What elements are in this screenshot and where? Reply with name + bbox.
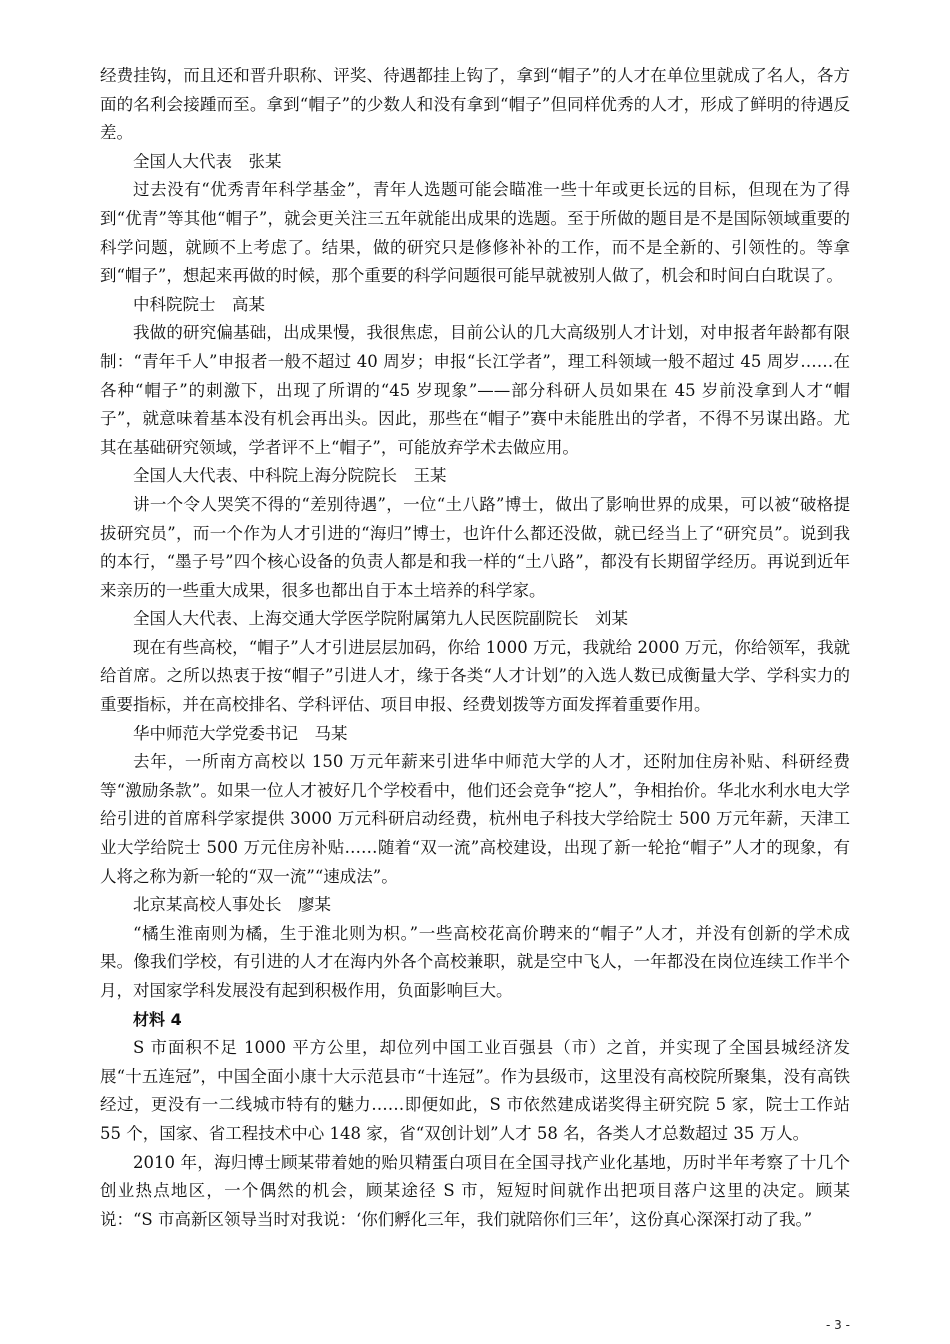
quote-paragraph: 讲一个令人哭笑不得的“差别待遇”，一位“土八路”博士，做出了影响世界的成果，可以被“破格提拔研究员”，而一个作为人才引进的“海归”博士，也许什么都还没做，就已经当上了“研究员”。说到我的本行，“墨子号”四个核心设备的负责人都是和我一样的“土八路”，都没有长期留学经历。再说到近年来亲历的一些重大成果，很多也都出自于本土培养的科学家。: [100, 494, 850, 600]
speaker-line: 北京某高校人事处长 廖某: [133, 895, 331, 915]
paragraph-continued: 经费挂钩，而且还和晋升职称、评奖、待遇都挂上钩了，拿到“帽子”的人才在单位里就成了名人，各方面的名利会接踵而至。拿到“帽子”的少数人和没有拿到“帽子”但同样优秀的人才，形成了鲜明的待遇反差。: [100, 66, 850, 143]
speaker-line: 华中师范大学党委书记 马某: [133, 723, 348, 743]
quote-paragraph: 现在有些高校，“帽子”人才引进层层加码，你给 1000 万元，我就给 2000 万元，你给领军，我就给首席。之所以热衷于按“帽子”引进人才，缘于各类“人才计划”的入选人数已成衡量大学、学科实力的重要指标，并在高校排名、学科评估、项目申报、经费划拨等方面发挥着重要作用。: [100, 637, 850, 715]
body-paragraph: S 市面积不足 1000 平方公里，却位列中国工业百强县（市）之首，并实现了全国县城经济发展“十五连冠”，中国全面小康十大示范县市“十连冠”。作为县级市，这里没有高校院所聚集，没有高铁经过，更没有一二线城市特有的魅力……即便如此，S 市依然建成诺奖得主研究院 5 家，院士工作站 55 个，国家、省工程技术中心 148 家，省“双创计划”人才 58 名，各类人才总数超过 35 万人。: [100, 1038, 850, 1143]
speaker-line: 全国人大代表、上海交通大学医学院附属第九人民医院副院长 刘某: [133, 609, 628, 629]
quote-paragraph: “橘生淮南则为橘，生于淮北则为枳。”一些高校花高价聘来的“帽子”人才，并没有创新的学术成果。像我们学校，有引进的人才在海内外各个高校兼职，就是空中飞人，一年都没在岗位连续工作半个月，对国家学科发展没有起到积极作用，负面影响巨大。: [100, 923, 850, 1000]
page-content: [100, 62, 850, 1234]
section-heading: 材料 4: [133, 1009, 182, 1029]
speaker-line: 中科院院士 高某: [133, 294, 265, 314]
quote-paragraph: 去年，一所南方高校以 150 万元年薪来引进华中师范大学的人才，还附加住房补贴、科研经费等“激励条款”。如果一位人才被好几个学校看中，他们还会竞争“挖人”，争相抬价。华北水利水电大学给引进的首席科学家提供 3000 万元科研启动经费，杭州电子科技大学给院士 500 万元年薪，天津工业大学给院士 500 万元住房补贴……随着“双一流”高校建设，出现了新一轮抢“帽子”人才的现象，有人将之称为新一轮的“双一流”“速成法”。: [100, 752, 850, 886]
speaker-line: 全国人大代表 张某: [133, 151, 282, 171]
quote-paragraph: 过去没有“优秀青年科学基金”，青年人选题可能会瞄准一些十年或更长远的目标，但现在为了得到“优青”等其他“帽子”，就会更关注三五年就能出成果的选题。至于所做的题目是不是国际领域重要的科学问题，就顾不上考虑了。结果，做的研究只是修修补补的工作，而不是全新的、引领性的。等拿到“帽子”，想起来再做的时候，那个重要的科学问题很可能早就被别人做了，机会和时间白白耽误了。: [100, 180, 850, 286]
page-number: - 3 -: [826, 1318, 850, 1332]
body-paragraph: 2010 年，海归博士顾某带着她的贻贝精蛋白项目在全国寻找产业化基地，历时半年考察了十几个创业热点地区，一个偶然的机会，顾某途径 S 市，短短时间就作出把项目落户这里的决定。顾某说：“S 市高新区领导当时对我说：‘你们孵化三年，我们就陪你们三年’，这份真心深深打动了我。”: [100, 1152, 850, 1229]
speaker-line: 全国人大代表、中科院上海分院院长 王某: [133, 466, 447, 486]
quote-paragraph: 我做的研究偏基础，出成果慢，我很焦虑，目前公认的几大高级别人才计划，对申报者年龄都有限制：“青年千人”申报者一般不超过 40 周岁；申报“长江学者”，理工科领域一般不超过 45 周岁……在各种“帽子”的刺激下，出现了所谓的“45 岁现象”——部分科研人员如果在 45 岁前没拿到人才“帽子”，就意味着基本没有机会再出头。因此，那些在“帽子”赛中未能胜出的学者，不得不另谋出路。尤其在基础研究领域，学者评不上“帽子”，可能放弃学术去做应用。: [100, 323, 850, 457]
